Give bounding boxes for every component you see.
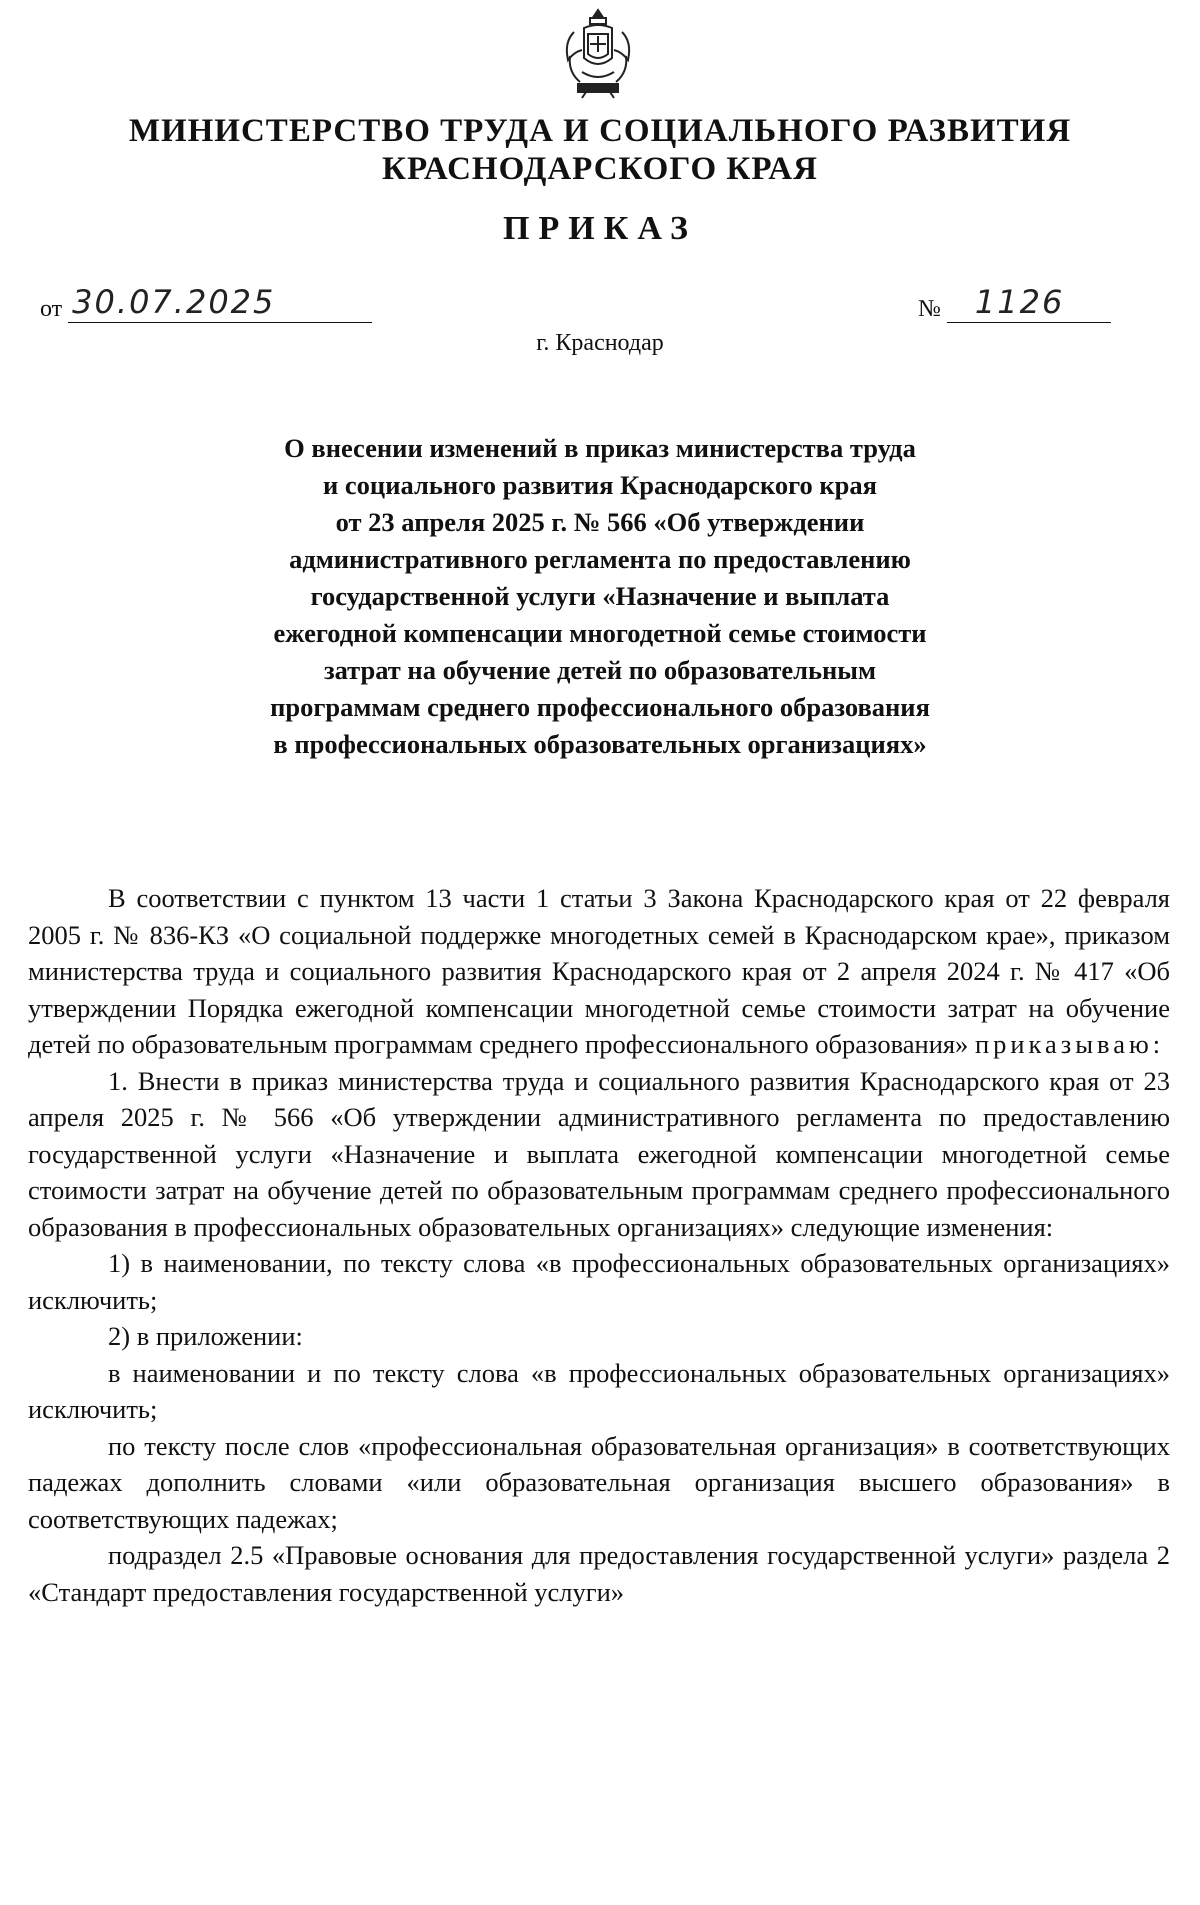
date-prefix: от bbox=[40, 296, 63, 322]
subject-line: в профессиональных образовательных организациях» bbox=[273, 729, 927, 759]
city-name: г. Краснодар bbox=[536, 330, 664, 356]
preamble-paragraph bbox=[28, 880, 1170, 1063]
coat-of-arms-emblem bbox=[560, 6, 636, 100]
ministry-name bbox=[0, 112, 1200, 188]
subject-line: программам среднего профессионального образования bbox=[270, 692, 930, 722]
preamble-text: В соответствии с пунктом 13 части 1 статьи 3 Закона Краснодарского края от 22 февраля 2005 г. № 836-КЗ «О социальной поддержке многодетных семей в Краснодарском крае», приказом министерства труда и социального развития Краснодарского края от 2 апреля 2024 г. № 417 «Об утверждении Порядка ежегодной компенсации многодетной семье стоимости затрат на обучение детей по образовательным программам среднего профессионального образования» bbox=[28, 883, 1170, 1059]
order-verb: приказываю bbox=[974, 1029, 1153, 1059]
subject-line: от 23 апреля 2025 г. № 566 «Об утверждении bbox=[335, 507, 865, 537]
ministry-name-line2: КРАСНОДАРСКОГО КРАЯ bbox=[382, 151, 818, 187]
subject-line: затрат на обучение детей по образовательным bbox=[323, 655, 877, 685]
paragraph-subitem-2: 2) в приложении: bbox=[108, 1321, 303, 1351]
order-body bbox=[28, 880, 1170, 1610]
paragraph-change-1: в наименовании и по тексту слова «в профессиональных образовательных организациях» исключить; bbox=[28, 1357, 1170, 1424]
date-handwritten-value: 30.07.2025 bbox=[68, 282, 372, 323]
subject-line: ежегодной компенсации многодетной семье стоимости bbox=[273, 618, 927, 648]
ministry-name-line1: МИНИСТЕРСТВО ТРУДА И СОЦИАЛЬНОГО РАЗВИТИЯ bbox=[128, 113, 1072, 149]
paragraph-subitem-1: 1) в наименовании, по тексту слова «в профессиональных образовательных организациях» исключить; bbox=[28, 1248, 1170, 1315]
paragraph-change-3: подраздел 2.5 «Правовые основания для предоставления государственной услуги» раздела 2 «Стандарт предоставления государственной услуги» bbox=[28, 1540, 1170, 1607]
subject-line: государственной услуги «Назначение и выплата bbox=[310, 581, 890, 611]
subject-line: О внесении изменений в приказ министерства труда bbox=[284, 433, 916, 463]
paragraph-item-1: 1. Внести в приказ министерства труда и социального развития Краснодарского края от 23 апреля 2025 г. № 566 «Об утверждении административного регламента по предоставлению государственной услуги «Назначение и выплата ежегодной компенсации многодетной семье стоимости затрат на обучение детей по образовательным программам среднего профессионального образования в профессиональных образовательных организациях» следующие изменения: bbox=[28, 1065, 1170, 1242]
subject-line: административного регламента по предоставлению bbox=[289, 544, 911, 574]
paragraph-change-2: по тексту после слов «профессиональная образовательная организация» в соответствующих падежах дополнить словами «или образовательная организация высшего образования» в соответствующих падежах; bbox=[28, 1430, 1170, 1534]
preamble-colon: : bbox=[1152, 1029, 1161, 1059]
order-number bbox=[918, 282, 1111, 323]
order-subject bbox=[140, 430, 1060, 763]
number-prefix: № bbox=[918, 296, 941, 322]
subject-line: и социального развития Краснодарского края bbox=[323, 470, 877, 500]
order-date bbox=[40, 282, 372, 323]
document-type-title: ПРИКАЗ bbox=[503, 210, 697, 247]
number-handwritten-value: 1126 bbox=[947, 282, 1111, 323]
